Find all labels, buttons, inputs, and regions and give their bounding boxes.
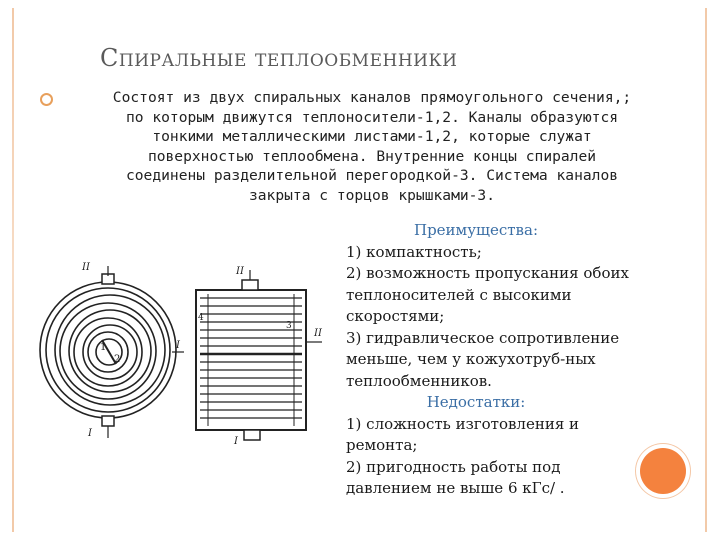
- intro-paragraph: [62, 88, 682, 205]
- intro-line: закрыта с торцов крышками-3.: [248, 186, 495, 204]
- advantage-line: теплоносителей с высокими: [346, 285, 572, 304]
- label-2-left: 2: [114, 354, 121, 365]
- label-4: 4: [198, 313, 204, 323]
- section-nozzle-bottom: [244, 430, 260, 440]
- label-ii-right: II: [236, 266, 244, 277]
- label-i-side: I: [176, 340, 180, 351]
- advantages-heading: Преимущества:: [413, 221, 538, 239]
- section-side-view: [196, 290, 306, 430]
- left-frame-line: [12, 8, 14, 532]
- intro-line: соединены разделительной перегородкой-3. Система каналов: [125, 167, 619, 184]
- section-nozzle-top: [242, 270, 258, 290]
- nozzle-bottom-left: [102, 416, 114, 438]
- label-i-left: I: [88, 428, 92, 439]
- label-1-left: 1: [100, 342, 107, 353]
- advantage-line: 3) гидравлическое сопротивление: [346, 328, 620, 347]
- disadvantage-line: 1) сложность изготовления и: [346, 414, 580, 433]
- intro-line: поверхностью теплообмена. Внутренние концы спиралей: [147, 147, 597, 165]
- label-ii-left: II: [82, 262, 90, 273]
- disadvantage-line: давлением не выше 6 кГс/ .: [346, 479, 565, 497]
- intro-line: тонкими металлическими листами-1,2, которые служат: [152, 128, 592, 145]
- decorative-orange-circle: [640, 448, 686, 494]
- disadvantage-line: 2) пригодность работы под: [346, 457, 561, 476]
- label-3: 3: [286, 321, 292, 331]
- label-ii-side: II: [314, 328, 322, 339]
- intro-line: по которым движутся теплоносители-1,2. Каналы образуются: [125, 108, 619, 126]
- slide-title: Спиральные теплообменники: [100, 44, 458, 72]
- advantage-line: теплообменников.: [346, 371, 492, 390]
- intro-line: Состоят из двух спиральных каналов прямоугольного сечения,;: [112, 89, 632, 106]
- advantage-line: 2) возможность пропускания обоих: [346, 264, 629, 282]
- spiral-end-view: [40, 282, 176, 418]
- heat-exchanger-diagram: [22, 248, 332, 448]
- right-frame-line: [705, 8, 707, 532]
- advantage-line: скоростями;: [346, 307, 445, 325]
- nozzle-top-left: [102, 266, 114, 284]
- label-i-right: I: [234, 436, 238, 447]
- advantage-line: 1) компактность;: [346, 242, 482, 261]
- disadvantages-heading: Недостатки:: [426, 393, 526, 411]
- bullet-icon: [40, 93, 53, 106]
- disadvantage-line: ремонта;: [346, 436, 418, 454]
- pros-cons-block: [346, 220, 646, 500]
- advantage-line: меньше, чем у кожухотруб-ных: [346, 350, 596, 368]
